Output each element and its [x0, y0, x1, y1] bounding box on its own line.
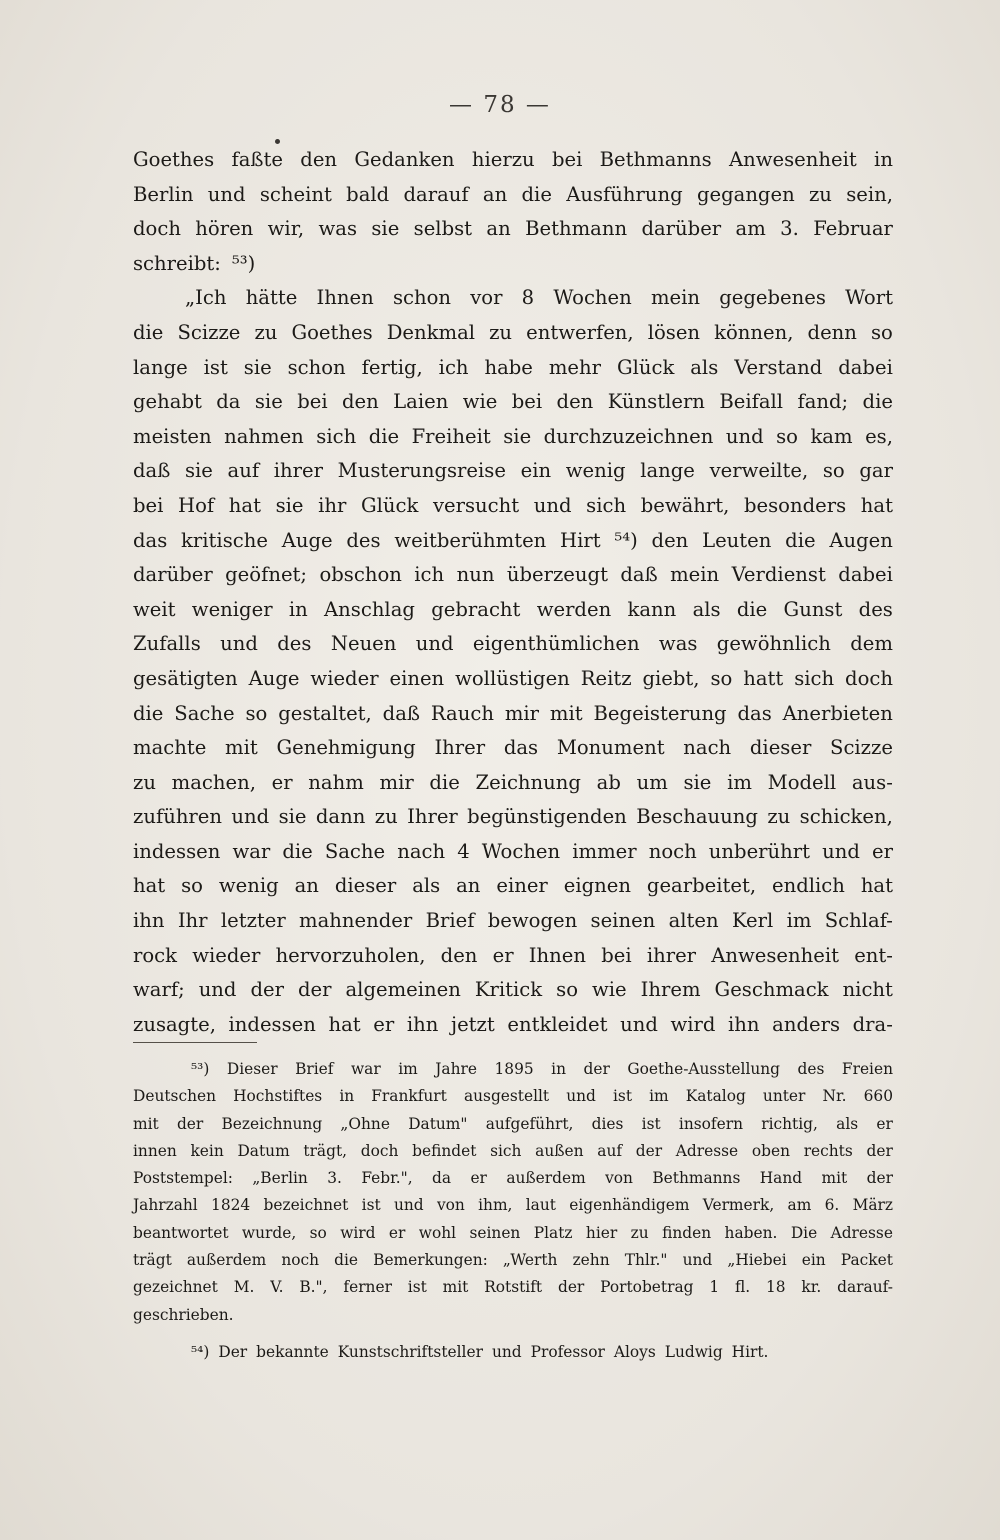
- text-line: schreibt: ⁵³): [133, 251, 256, 275]
- text-line: beantwortet wurde, so wird er wohl seinen Platz hier zu finden haben. Die Adresse: [133, 1223, 893, 1242]
- footnote-gap: [133, 1329, 893, 1339]
- text-line: die Scizze zu Goethes Denkmal zu entwerfen, lösen können, denn so: [133, 320, 893, 344]
- footnote-53: [133, 1056, 893, 1329]
- text-line: machte mit Genehmigung Ihrer das Monument nach dieser Scizze: [133, 736, 893, 760]
- footnote-separator: [133, 1042, 257, 1043]
- text-line: gehabt da sie bei den Laien wie bei den Künstlern Beifall fand; die: [133, 390, 893, 414]
- text-line: lange ist sie schon fertig, ich habe mehr Glück als Verstand dabei: [133, 355, 893, 379]
- text-line: bei Hof hat sie ihr Glück versucht und sich bewährt, besonders hat: [133, 493, 893, 517]
- text-line: Berlin und scheint bald darauf an die Ausführung gegangen zu sein,: [133, 182, 893, 206]
- text-line: zusagte, indessen hat er ihn jetzt entkleidet und wird ihn anders dra-: [133, 1012, 893, 1036]
- text-line: ⁵⁴) Der bekannte Kunstschriftsteller und Professor Aloys Ludwig Hirt.: [191, 1342, 769, 1361]
- text-line: meisten nahmen sich die Freiheit sie durchzuzeichnen und so kam es,: [133, 424, 893, 448]
- text-line: rock wieder hervorzuholen, den er Ihnen bei ihrer Anwesenheit ent-: [133, 943, 893, 967]
- text-line: indessen war die Sache nach 4 Wochen immer noch unberührt und er: [133, 839, 893, 863]
- text-line: hat so wenig an dieser als an einer eignen gearbeitet, endlich hat: [133, 874, 893, 898]
- text-line: trägt außerdem noch die Bemerkungen: „Werth zehn Thlr." und „Hiebei ein Packet: [133, 1251, 893, 1270]
- text-line: mit der Bezeichnung „Ohne Datum" aufgeführt, dies ist insofern richtig, als er: [133, 1114, 893, 1133]
- text-line: zu machen, er nahm mir die Zeichnung ab um sie im Modell aus-: [133, 770, 893, 794]
- text-line: gesätigten Auge wieder einen wollüstigen Reitz giebt, so hatt sich doch: [133, 666, 893, 690]
- text-line: doch hören wir, was sie selbst an Bethmann darüber am 3. Februar: [133, 217, 893, 241]
- text-line: die Sache so gestaltet, daß Rauch mir mit Begeisterung das Anerbieten: [133, 701, 893, 725]
- text-line: warf; und der der algemeinen Kritick so wie Ihrem Geschmack nicht: [133, 978, 893, 1002]
- text-line: ⁵³) Dieser Brief war im Jahre 1895 in der Goethe-Ausstellung des Freien: [191, 1060, 893, 1078]
- text-line: das kritische Auge des weitberühmten Hirt ⁵⁴) den Leuten die Augen: [133, 528, 893, 552]
- text-line: Goethes faßte den Gedanken hierzu bei Bethmanns Anwesenheit in: [133, 148, 893, 171]
- main-text: [133, 143, 893, 1042]
- text-line: weit weniger in Anschlag gebracht werden kann als die Gunst des: [133, 597, 893, 621]
- text-line: innen kein Datum trägt, doch befindet sich außen auf der Adresse oben rechts der: [133, 1141, 893, 1160]
- text-line: ihn Ihr letzter mahnender Brief bewogen seinen alten Kerl im Schlaf-: [133, 909, 893, 933]
- text-line: darüber geöfnet; obschon ich nun überzeugt daß mein Verdienst dabei: [133, 563, 893, 587]
- footnotes: [133, 1056, 893, 1366]
- text-line: Zufalls und des Neuen und eigenthümlichen was gewöhnlich dem: [133, 632, 893, 656]
- text-line: gezeichnet M. V. B.", ferner ist mit Rotstift der Portobetrag 1 fl. 18 kr. darauf-: [133, 1278, 893, 1297]
- text-line: Poststempel: „Berlin 3. Febr.", da er außerdem von Bethmanns Hand mit der: [133, 1169, 893, 1188]
- text-line: „Ich hätte Ihnen schon vor 8 Wochen mein gegebenes Wort: [185, 286, 893, 310]
- footnote-54: [133, 1339, 893, 1366]
- text-line: Jahrzahl 1824 bezeichnet ist und von ihm, laut eigenhändigem Vermerk, am 6. März: [133, 1196, 893, 1215]
- text-line: Deutschen Hochstiftes in Frankfurt ausgestellt und ist im Katalog unter Nr. 660: [133, 1087, 893, 1106]
- text-line: geschrieben.: [133, 1305, 234, 1324]
- text-line: daß sie auf ihrer Musterungsreise ein wenig lange verweilte, so gar: [133, 459, 893, 483]
- page-number: — 78 —: [449, 92, 551, 118]
- text-line: zuführen und sie dann zu Ihrer begünstigenden Beschauung zu schicken,: [133, 805, 893, 829]
